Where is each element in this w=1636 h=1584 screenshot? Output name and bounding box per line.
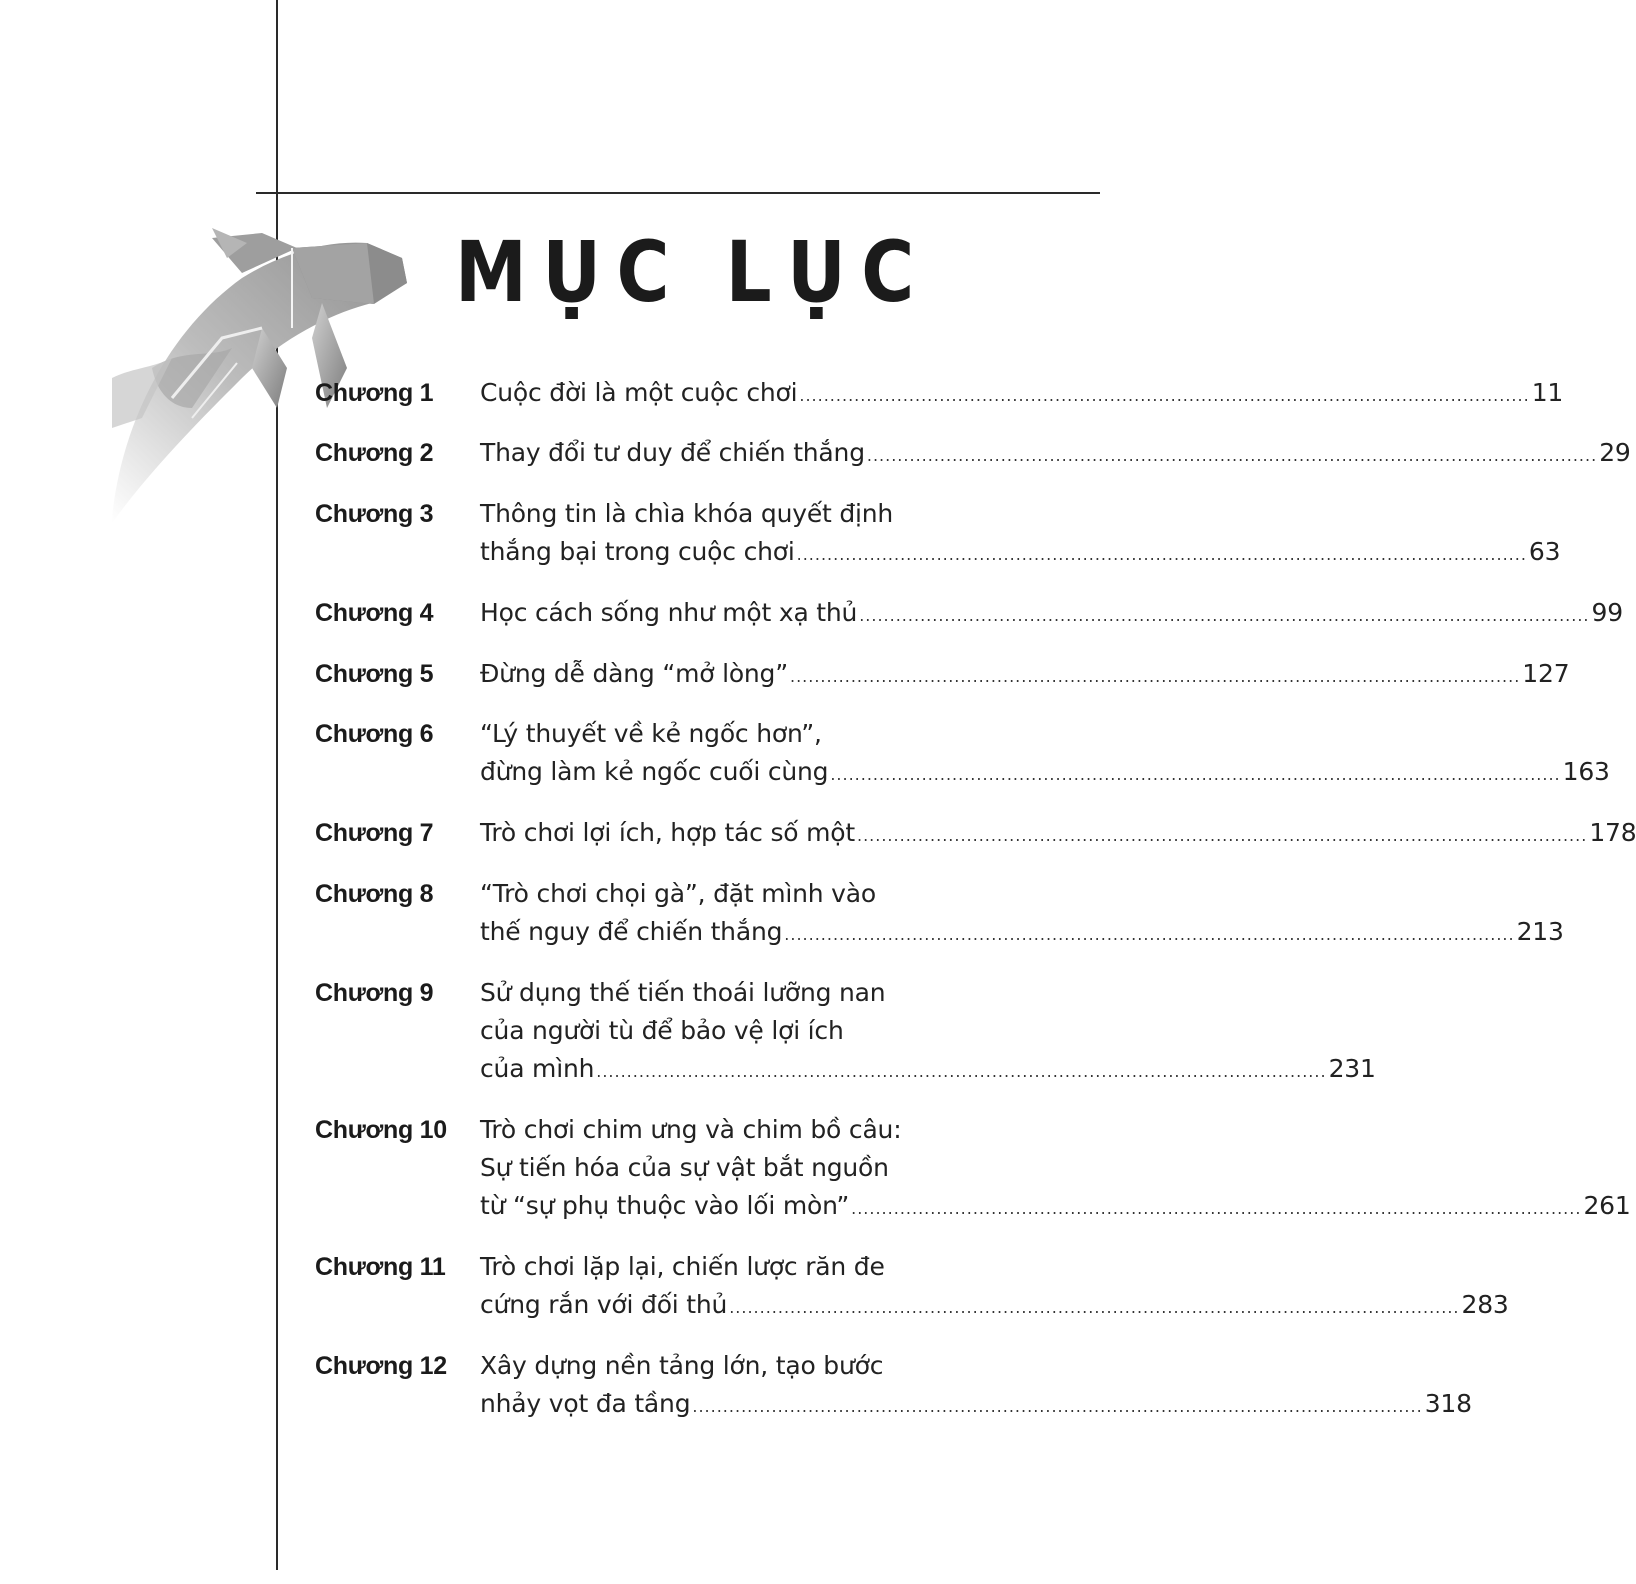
chapter-title-line: Sử dụng thế tiến thoái lưỡng nan xyxy=(480,978,886,1007)
page-number: 127 xyxy=(1522,659,1570,688)
chapter-title xyxy=(480,655,1570,693)
toc-entry[interactable] xyxy=(315,875,1564,951)
chapter-title-last-line xyxy=(480,655,1570,693)
page-number: 11 xyxy=(1531,378,1564,407)
chapter-title-line: “Trò chơi chọi gà”, đặt mình vào xyxy=(480,879,876,908)
chapter-title-line: Trò chơi chim ưng và chim bồ câu: xyxy=(480,1115,902,1144)
chapter-title-text: của mình xyxy=(480,1054,595,1083)
toc-entry[interactable] xyxy=(315,374,1564,412)
chapter-label: Chương 7 xyxy=(315,819,434,847)
chapter-title-last-line xyxy=(480,753,1610,791)
chapter-title-text: Cuộc đời là một cuộc chơi xyxy=(480,378,798,407)
chapter-title-last-line xyxy=(480,1050,1376,1088)
horizontal-rule xyxy=(256,192,1100,194)
dot-leader: ........................................................................................................................ xyxy=(857,826,1588,845)
chapter-title-text: thế nguy để chiến thắng xyxy=(480,917,783,946)
chapter-title-text: Thay đổi tư duy để chiến thắng xyxy=(480,438,865,467)
chapter-label: Chương 9 xyxy=(315,979,434,1007)
chapter-title xyxy=(480,814,1636,852)
dot-leader: ........................................................................................................................ xyxy=(789,667,1521,686)
chapter-title xyxy=(480,495,1561,571)
chapter-label: Chương 10 xyxy=(315,1116,447,1144)
chapter-label: Chương 2 xyxy=(315,439,434,467)
chapter-title-line: Trò chơi lặp lại, chiến lược răn đe xyxy=(480,1252,885,1281)
toc-entry[interactable] xyxy=(315,495,1561,571)
chapter-title-last-line xyxy=(480,913,1564,951)
chapter-title xyxy=(480,1248,1509,1324)
chapter-title-line: Xây dựng nền tảng lớn, tạo bước xyxy=(480,1351,884,1380)
chapter-label: Chương 12 xyxy=(315,1352,447,1380)
chapter-label: Chương 4 xyxy=(315,599,434,627)
chapter-title-text: Trò chơi lợi ích, hợp tác số một xyxy=(480,818,855,847)
page-number: 178 xyxy=(1589,818,1636,847)
chapter-title-line: của người tù để bảo vệ lợi ích xyxy=(480,1016,844,1045)
chapter-title-last-line xyxy=(480,594,1623,632)
page-number: 283 xyxy=(1461,1290,1509,1319)
page-number: 63 xyxy=(1528,537,1561,566)
toc-entry[interactable] xyxy=(315,1111,1631,1225)
page-number: 99 xyxy=(1591,598,1623,627)
toc-entry[interactable] xyxy=(315,715,1610,791)
chapter-title-last-line xyxy=(480,374,1564,412)
chapter-title-text: Đừng dễ dàng “mở lòng” xyxy=(480,659,788,688)
koi-fish-illustration xyxy=(112,218,412,528)
chapter-label: Chương 1 xyxy=(315,379,434,407)
chapter-title-text: nhảy vọt đa tầng xyxy=(480,1389,691,1418)
dot-leader: ........................................................................................................................ xyxy=(799,386,1530,405)
dot-leader: ........................................................................................................................ xyxy=(830,765,1561,784)
chapter-label: Chương 8 xyxy=(315,880,434,908)
chapter-title-last-line xyxy=(480,1385,1472,1423)
page-title: MỤC LỤC xyxy=(455,223,930,321)
dot-leader: ........................................................................................................................ xyxy=(729,1298,1460,1317)
toc-entry[interactable] xyxy=(315,1248,1509,1324)
toc-entry[interactable] xyxy=(315,594,1623,632)
chapter-label: Chương 3 xyxy=(315,500,434,528)
chapter-title-line: “Lý thuyết về kẻ ngốc hơn”, xyxy=(480,719,822,748)
chapter-title-line: Sự tiến hóa của sự vật bắt nguồn xyxy=(480,1153,889,1182)
chapter-title xyxy=(480,1347,1472,1423)
chapter-title xyxy=(480,715,1610,791)
chapter-title-last-line xyxy=(480,533,1561,571)
chapter-label: Chương 6 xyxy=(315,720,434,748)
toc-entry[interactable] xyxy=(315,814,1636,852)
chapter-title-last-line xyxy=(480,814,1636,852)
page-number: 318 xyxy=(1424,1389,1472,1418)
toc-entry[interactable] xyxy=(315,1347,1472,1423)
chapter-label: Chương 11 xyxy=(315,1253,446,1281)
chapter-title-text: Học cách sống như một xạ thủ xyxy=(480,598,858,627)
dot-leader: ........................................................................................................................ xyxy=(859,606,1590,625)
chapter-title xyxy=(480,875,1564,951)
chapter-title-text: thắng bại trong cuộc chơi xyxy=(480,537,795,566)
page-number: 261 xyxy=(1583,1191,1631,1220)
toc-entry[interactable] xyxy=(315,434,1631,472)
chapter-title-last-line xyxy=(480,1286,1509,1324)
chapter-title-text: từ “sự phụ thuộc vào lối mòn” xyxy=(480,1191,850,1220)
chapter-title xyxy=(480,434,1631,472)
chapter-title xyxy=(480,974,1376,1088)
dot-leader: ........................................................................................................................ xyxy=(784,925,1515,944)
chapter-title xyxy=(480,1111,1631,1225)
chapter-title xyxy=(480,594,1623,632)
page-number: 163 xyxy=(1562,757,1610,786)
chapter-title xyxy=(480,374,1564,412)
chapter-title-line: Thông tin là chìa khóa quyết định xyxy=(480,499,894,528)
toc-entry[interactable] xyxy=(315,974,1376,1088)
chapter-title-text: đừng làm kẻ ngốc cuối cùng xyxy=(480,757,829,786)
toc-entry[interactable] xyxy=(315,655,1570,693)
page-number: 213 xyxy=(1516,917,1564,946)
chapter-title-last-line xyxy=(480,434,1631,472)
dot-leader: ........................................................................................................................ xyxy=(596,1062,1327,1081)
chapter-title-last-line xyxy=(480,1187,1631,1225)
chapter-label: Chương 5 xyxy=(315,660,434,688)
page-number: 29 xyxy=(1599,438,1631,467)
dot-leader: ........................................................................................................................ xyxy=(851,1199,1582,1218)
page-number: 231 xyxy=(1328,1054,1376,1083)
dot-leader: ........................................................................................................................ xyxy=(866,446,1598,465)
dot-leader: ........................................................................................................................ xyxy=(796,545,1527,564)
chapter-title-text: cứng rắn với đối thủ xyxy=(480,1290,728,1319)
dot-leader: ........................................................................................................................ xyxy=(692,1397,1423,1416)
